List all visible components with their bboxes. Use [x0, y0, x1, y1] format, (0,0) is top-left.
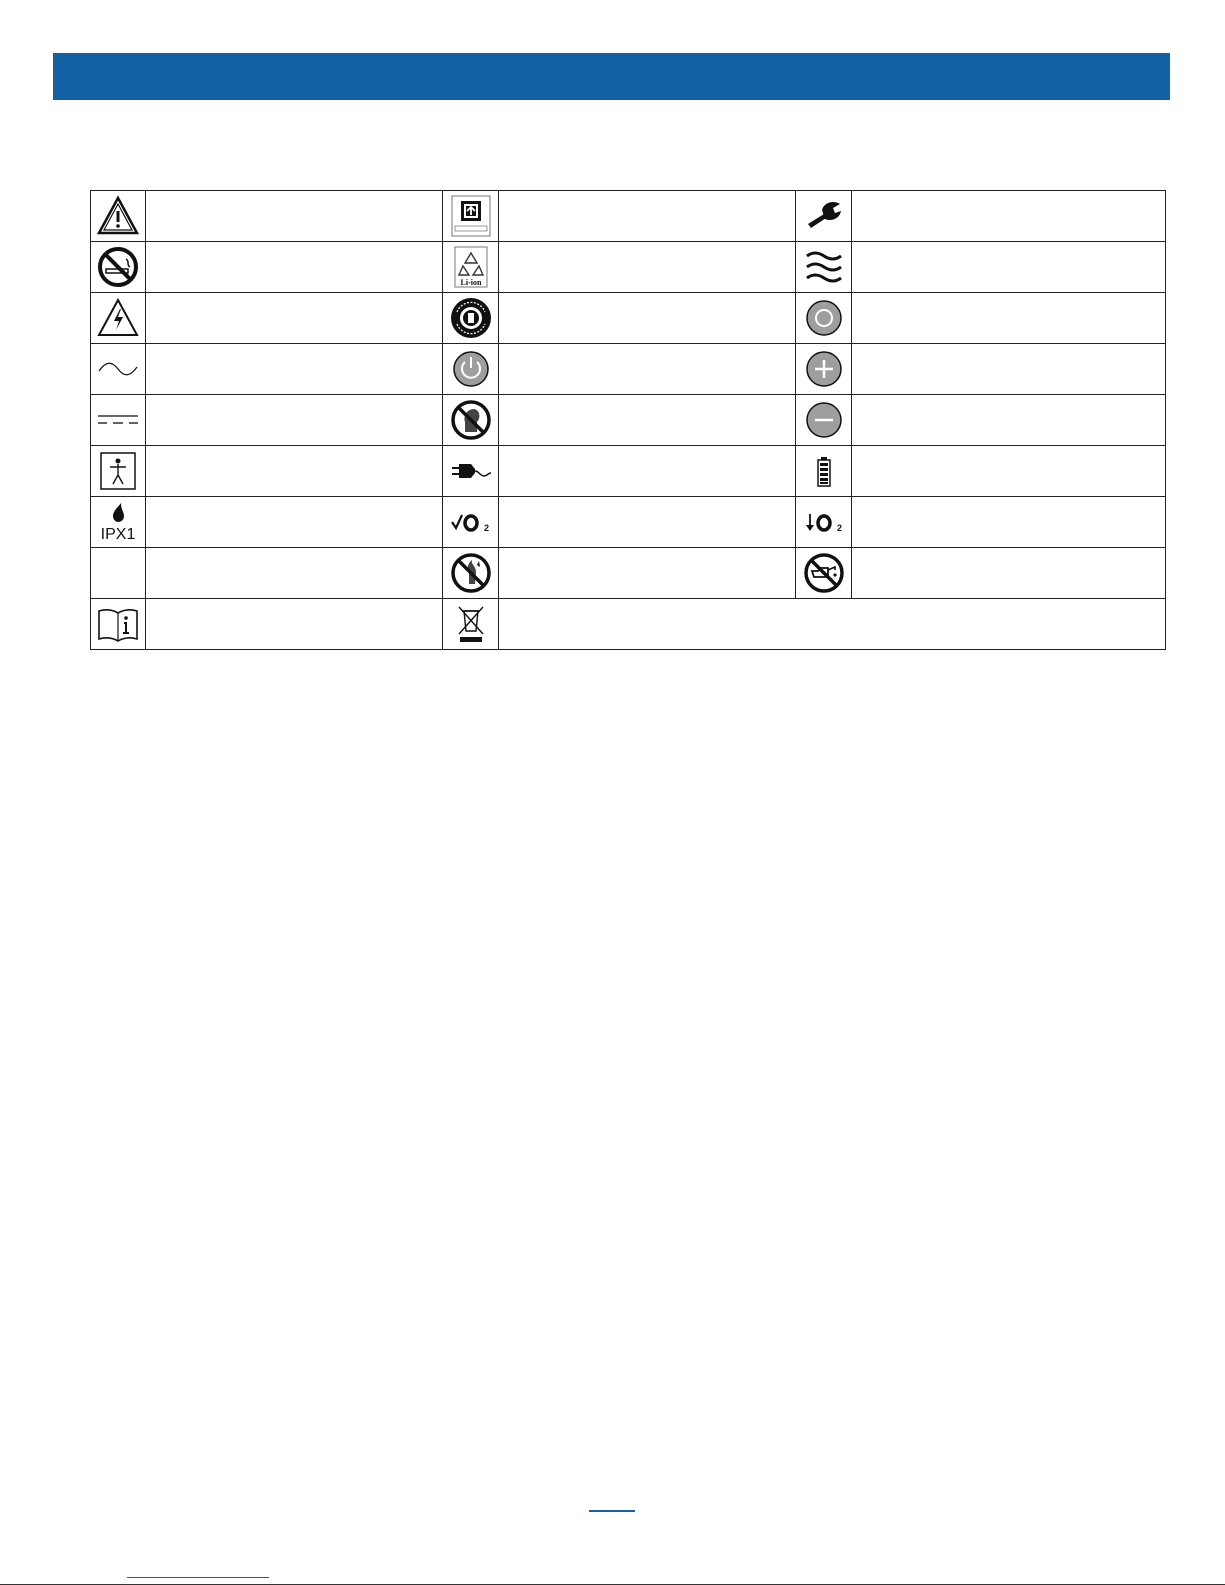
symbol-description [499, 191, 796, 242]
alternating-current-icon [96, 347, 140, 391]
direct-current-icon [96, 398, 140, 442]
table-row [91, 395, 1166, 446]
symbol-description [499, 344, 796, 395]
no-oil-icon [802, 551, 846, 595]
table-row [91, 293, 1166, 344]
ipx1-drip-proof-icon [96, 500, 140, 544]
battery-recycle-taiwan-icon [449, 194, 493, 238]
svg-text:IPX1: IPX1 [100, 526, 136, 543]
symbol-description [499, 242, 796, 293]
wrench-icon [802, 194, 846, 238]
oxygen-ok-icon [449, 500, 493, 544]
header-bar [53, 53, 1170, 100]
plus-button-icon [802, 347, 846, 391]
symbol-description [852, 242, 1166, 293]
warning-triangle-icon [96, 194, 140, 238]
weee-disposal-icon [449, 602, 493, 646]
symbol-description [499, 293, 796, 344]
symbol-description [852, 191, 1166, 242]
circle-button-icon [802, 296, 846, 340]
no-oil-grease-icon [449, 398, 493, 442]
symbol-description [499, 395, 796, 446]
symbol-description [852, 497, 1166, 548]
table-row [91, 599, 1166, 650]
symbol-description [146, 395, 443, 446]
svg-text:2: 2 [836, 523, 842, 533]
rbrc-recycle-seal-icon [449, 296, 493, 340]
symbol-description [852, 548, 1166, 599]
symbol-description [499, 548, 796, 599]
symbol-description [499, 497, 796, 548]
symbol-description [852, 446, 1166, 497]
blank-icon [96, 551, 140, 595]
symbol-description [146, 548, 443, 599]
electrical-hazard-icon [96, 296, 140, 340]
symbol-description [852, 395, 1166, 446]
symbol-description [146, 497, 443, 548]
symbol-description [852, 293, 1166, 344]
table-row [91, 191, 1166, 242]
table-row [91, 548, 1166, 599]
read-manual-icon [96, 602, 140, 646]
power-button-icon [449, 347, 493, 391]
symbol-description [852, 344, 1166, 395]
footer-link-underline [127, 1577, 269, 1578]
low-oxygen-icon [802, 500, 846, 544]
table-row [91, 242, 1166, 293]
ac-power-plug-icon [449, 449, 493, 493]
type-bf-applied-part-icon [96, 449, 140, 493]
symbol-table [90, 190, 1166, 650]
no-smoking-icon [96, 245, 140, 289]
symbol-description [499, 599, 1166, 650]
table-row [91, 446, 1166, 497]
table-row [91, 344, 1166, 395]
svg-text:Li-ion: Li-ion [460, 278, 481, 287]
svg-text:2: 2 [483, 523, 489, 533]
symbol-description [146, 599, 443, 650]
li-ion-recycle-icon [449, 245, 493, 289]
symbol-description [146, 446, 443, 497]
battery-level-icon [802, 449, 846, 493]
symbol-description [146, 344, 443, 395]
table-row [91, 497, 1166, 548]
symbol-description [146, 242, 443, 293]
symbol-description [146, 191, 443, 242]
symbol-description [146, 293, 443, 344]
minus-button-icon [802, 398, 846, 442]
page-number-underline [589, 1510, 635, 1512]
humidity-waves-icon [802, 245, 846, 289]
symbol-description [499, 446, 796, 497]
no-open-flame-icon [449, 551, 493, 595]
